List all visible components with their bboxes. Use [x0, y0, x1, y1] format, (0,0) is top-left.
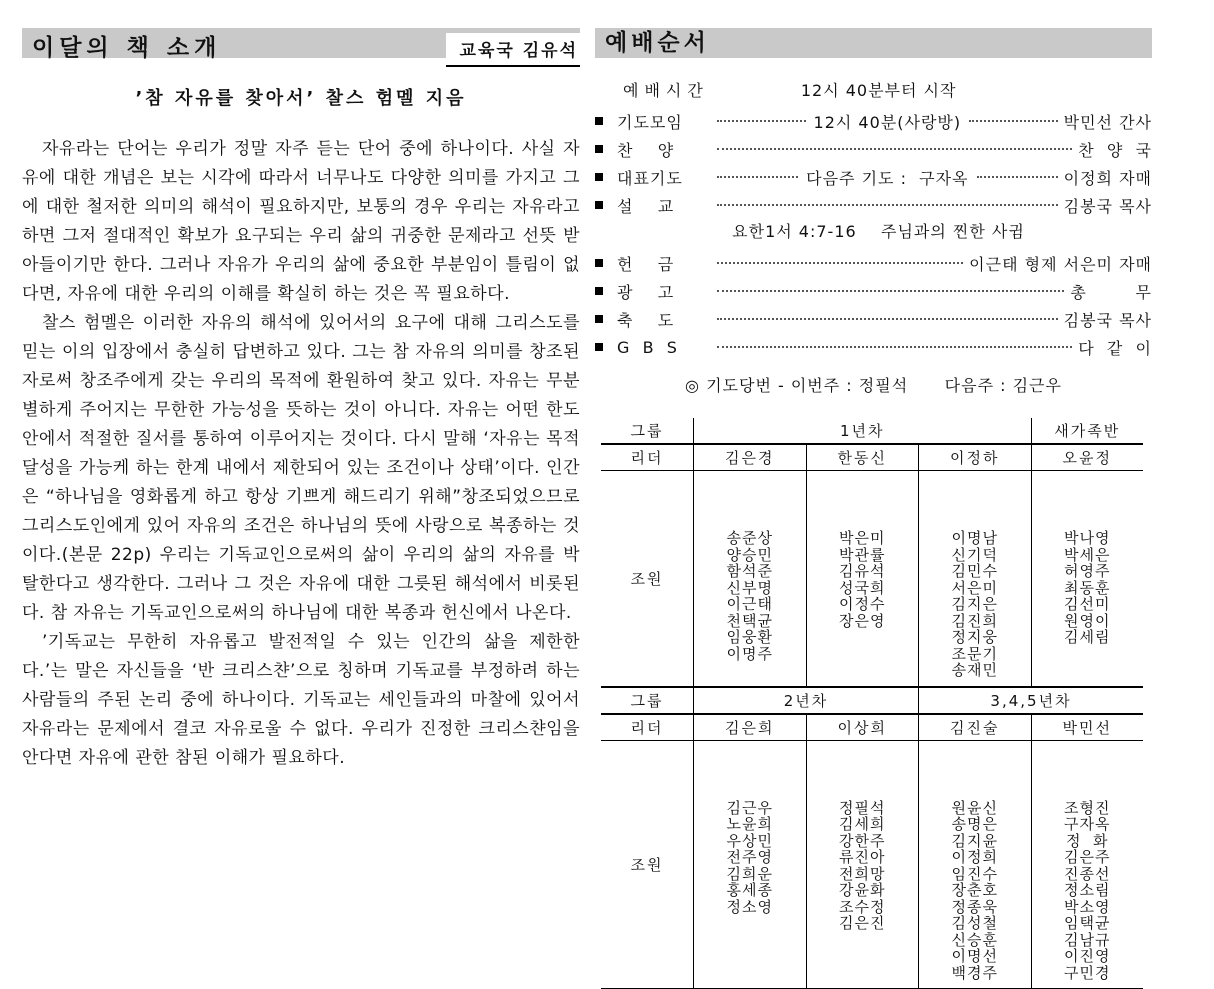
leader-name: 오윤정 — [1031, 445, 1144, 470]
member-name: 김은진 — [809, 915, 917, 932]
leader-name: 김은경 — [693, 445, 806, 470]
worship-entry — [595, 277, 1152, 305]
member-name: 김세희 — [809, 816, 917, 833]
worship-item-row — [595, 135, 1152, 163]
member-list — [1031, 741, 1144, 989]
group-label: 그룹 — [601, 688, 693, 713]
member-name: 정필석 — [809, 800, 917, 817]
member-list — [918, 471, 1031, 686]
year1-span-label: 1년차 — [693, 418, 1031, 443]
member-name: 원윤신 — [921, 800, 1029, 817]
member-name: 김성철 — [921, 915, 1029, 932]
member-name: 장춘호 — [921, 882, 1029, 899]
member-label: 조원 — [601, 741, 693, 989]
table-leader-row-1 — [601, 445, 1143, 471]
member-name: 송명은 — [921, 816, 1029, 833]
book-intro-header — [22, 28, 580, 60]
member-name: 임택균 — [1034, 915, 1142, 932]
worship-entry — [595, 249, 1152, 277]
member-name: 정지웅 — [921, 629, 1029, 646]
worship-entry — [595, 333, 1152, 361]
worship-item-label: G B S — [617, 338, 711, 357]
member-name: 임진수 — [921, 866, 1029, 883]
worship-item-label: 광 고 — [617, 280, 711, 303]
member-name: 이정희 — [921, 849, 1029, 866]
leader-name: 이정하 — [918, 445, 1031, 470]
member-list — [806, 741, 919, 989]
member-name: 강윤화 — [809, 882, 917, 899]
worship-item-row — [595, 163, 1152, 191]
year2-span-label: 2년차 — [693, 688, 918, 713]
worship-item-label: 찬 양 — [617, 138, 711, 161]
member-name: 백경주 — [921, 965, 1029, 982]
leader-label: 리더 — [601, 445, 693, 470]
worship-order-column — [595, 28, 1152, 989]
leader-label: 리더 — [601, 715, 693, 740]
worship-item-center-text: 다음주 기도 : 구자옥 — [804, 166, 970, 189]
dotted-leader — [717, 176, 798, 178]
dotted-leader — [717, 318, 1058, 320]
member-list — [1031, 471, 1144, 686]
worship-entry — [595, 163, 1152, 191]
book-title-line: ’참 자유를 찾아서’ 찰스 험멜 지음 — [22, 84, 580, 110]
member-name: 김세림 — [1034, 629, 1142, 646]
body-paragraph: 찰스 험멜은 이러한 자유의 해석에 있어서의 요구에 대해 그리스도를 믿는 이의 입장에서 충실히 답변하고 있다. 그는 참 자유의 의미를 창조된 자로써 창조주에게 갖는 우리의 목적에 환원하여 찾고 있다. 자유는 무분별하게 주어지는 무한한 가능성을 뜻하는 것이 아니다. 자유는 어떤 한도 안에서 적절한 질서를 통하여 이루어지는 것이다. 다시 말해 ‘자유는 목적달성을 가능케 하는 한계 내에서 제한되어 있는 조건이나 상태’이다. 인간은 “하나님을 영화롭게 하고 항상 기쁘게 해드리기 위해”창조되었으므로 그리스도인에게 있어 자유의 조건은 하나님의 뜻에 사랑으로 복종하는 것이다.(본문 22p) 우리는 기독교인으로써의 삶이 우리의 삶의 자유를 박탈한다고 생각한다. 그러나 그 것은 자유에 대한 그릇된 해석에서 비롯된다. 참 자유는 기독교인으로써의 하나님에 대한 복종과 헌신에서 나온다. — [22, 309, 580, 628]
square-bullet-icon — [595, 287, 603, 295]
member-name: 김은주 — [1034, 849, 1142, 866]
service-time-row — [623, 78, 1152, 101]
dotted-leader — [969, 120, 1058, 122]
body-paragraph: 자유라는 단어는 우리가 정말 자주 듣는 단어 중에 하나이다. 사실 자유에 대한 개념은 보는 시각에 따라서 너무나도 다양한 의미를 가지고 그에 대한 철저한 의미의 해석이 필요하지만, 보통의 경우 우리는 자유라고 하면 그저 절대적인 확보가 요구되는 우리 삶의 귀중한 문제라고 선뜻 받아들이기만 한다. 그러나 자유가 우리의 삶에 중요한 부분임이 틀림이 없다면, 자유에 대한 우리의 이해를 확실히 하는 것은 꼭 필요하다. — [22, 135, 580, 309]
book-intro-body — [22, 135, 580, 773]
leader-name: 김은희 — [693, 715, 806, 740]
member-name: 조수정 — [809, 899, 917, 916]
member-name: 정종욱 — [921, 899, 1029, 916]
square-bullet-icon — [595, 173, 603, 181]
member-name: 정소영 — [696, 899, 804, 916]
member-name: 김남규 — [1034, 932, 1142, 949]
worship-item-list — [595, 107, 1152, 361]
worship-item-row — [595, 191, 1152, 219]
member-name: 박관률 — [809, 547, 917, 564]
member-name: 이근태 — [696, 596, 804, 613]
member-name: 김유석 — [809, 563, 917, 580]
body-paragraph: ’기독교는 무한히 자유롭고 발전적일 수 있는 인간의 삶을 제한한다.’는 말은 자신들을 ‘반 크리스챤’으로 칭하며 기독교를 부정하려 하는 사람들의 주된 논리 중에 하나이다. 기독교는 세인들과의 마찰에 있어서 자유라는 문제에서 결코 자유로울 수 없다. 우리가 진정한 크리스챤임을 안다면 자유에 관한 참된 이해가 필요하다. — [22, 628, 580, 773]
member-name: 정소림 — [1034, 882, 1142, 899]
member-name: 이정수 — [809, 596, 917, 613]
member-name: 서은미 — [921, 580, 1029, 597]
square-bullet-icon — [595, 117, 603, 125]
member-name: 이진영 — [1034, 948, 1142, 965]
worship-item-assignee: 김봉국 목사 — [1064, 194, 1152, 217]
book-intro-byline: 교육국 김유석 — [446, 33, 580, 67]
member-name: 김근우 — [696, 800, 804, 817]
member-name: 장은영 — [809, 613, 917, 630]
member-name: 김진희 — [921, 613, 1029, 630]
worship-item-label: 대표기도 — [617, 166, 711, 189]
worship-item-assignee: 이근태 형제 서은미 자매 — [969, 252, 1152, 275]
member-name: 박은미 — [809, 530, 917, 547]
member-name: 김지윤 — [921, 833, 1029, 850]
square-bullet-icon — [595, 201, 603, 209]
square-bullet-icon — [595, 145, 603, 153]
worship-entry — [595, 191, 1152, 249]
leader-name: 박민선 — [1031, 715, 1144, 740]
worship-item-label: 기도모임 — [617, 110, 711, 133]
member-name: 박소영 — [1034, 899, 1142, 916]
worship-item-row — [595, 305, 1152, 333]
group-label: 그룹 — [601, 418, 693, 443]
worship-item-label: 설 교 — [617, 194, 711, 217]
square-bullet-icon — [595, 315, 603, 323]
prayer-duty-line: ◎ 기도당번 - 이번주 : 정필석 다음주 : 김근우 — [595, 373, 1152, 396]
member-name: 성국희 — [809, 580, 917, 597]
member-list — [693, 741, 806, 989]
dotted-leader — [717, 346, 1072, 348]
worship-item-row — [595, 249, 1152, 277]
member-name: 류진아 — [809, 849, 917, 866]
worship-item-row — [595, 277, 1152, 305]
worship-entry — [595, 305, 1152, 333]
member-name: 전희망 — [809, 866, 917, 883]
worship-item-row — [595, 333, 1152, 361]
worship-order-header — [595, 28, 1152, 58]
service-time-value: 12시 40분부터 시작 — [801, 78, 957, 101]
member-name: 구자옥 — [1034, 816, 1142, 833]
worship-item-label: 헌 금 — [617, 252, 711, 275]
member-name: 송재민 — [921, 662, 1029, 679]
member-name: 조문기 — [921, 646, 1029, 663]
member-name: 양승민 — [696, 547, 804, 564]
worship-entry — [595, 107, 1152, 135]
leader-name: 한동신 — [806, 445, 919, 470]
worship-item-assignee: 찬 양 국 — [1078, 138, 1152, 161]
member-name: 전주영 — [696, 849, 804, 866]
worship-item-center-text: 12시 40분(사랑방) — [812, 110, 964, 133]
leader-name: 이상희 — [806, 715, 919, 740]
worship-item-assignee: 박민선 간사 — [1064, 110, 1152, 133]
leader-name: 김진술 — [918, 715, 1031, 740]
member-name: 천택균 — [696, 613, 804, 630]
member-name: 우상민 — [696, 833, 804, 850]
member-name: 신부명 — [696, 580, 804, 597]
table-header-row-1 — [601, 418, 1143, 445]
member-name: 박나영 — [1034, 530, 1142, 547]
service-time-label: 예배시간 — [623, 78, 709, 101]
member-name: 김희운 — [696, 866, 804, 883]
dotted-leader — [717, 148, 1072, 150]
dotted-leader — [717, 262, 963, 264]
member-name: 신승훈 — [921, 932, 1029, 949]
member-list — [806, 471, 919, 686]
year345-span-label: 3,4,5년차 — [918, 688, 1143, 713]
book-intro-column — [22, 28, 580, 773]
member-name: 김지은 — [921, 596, 1029, 613]
dotted-leader — [717, 204, 1058, 206]
member-name: 함석준 — [696, 563, 804, 580]
member-name: 강한주 — [809, 833, 917, 850]
worship-item-assignee: 다 같 이 — [1078, 336, 1152, 359]
member-name: 진종선 — [1034, 866, 1142, 883]
member-name: 이명선 — [921, 948, 1029, 965]
worship-item-row — [595, 107, 1152, 135]
member-name: 최동훈 — [1034, 580, 1142, 597]
member-name: 김민수 — [921, 563, 1029, 580]
book-intro-title: 이달의 책 소개 — [32, 29, 221, 62]
dotted-leader — [717, 120, 806, 122]
member-list — [693, 471, 806, 686]
worship-entry — [595, 135, 1152, 163]
member-name: 송준상 — [696, 530, 804, 547]
group-roster-table — [601, 418, 1143, 989]
worship-order-title: 예배순서 — [595, 28, 1152, 58]
table-header-row-2 — [601, 688, 1143, 715]
member-name: 조형진 — [1034, 800, 1142, 817]
sermon-scripture-line: 요한1서 4:7-16 주님과의 찐한 사귐 — [605, 219, 1152, 249]
square-bullet-icon — [595, 343, 603, 351]
worship-item-assignee: 총 무 — [1070, 280, 1152, 303]
table-member-row-2 — [601, 741, 1143, 989]
table-member-row-1 — [601, 471, 1143, 688]
member-list — [918, 741, 1031, 989]
member-name: 이명남 — [921, 530, 1029, 547]
member-name: 김선미 — [1034, 596, 1142, 613]
member-name: 구민경 — [1034, 965, 1142, 982]
dotted-leader — [977, 176, 1058, 178]
member-name: 임웅환 — [696, 629, 804, 646]
worship-item-assignee: 김봉국 목사 — [1064, 308, 1152, 331]
newcomer-span-label: 새가족반 — [1031, 418, 1144, 443]
worship-item-label: 축 도 — [617, 308, 711, 331]
dotted-leader — [717, 290, 1064, 292]
member-name: 이명주 — [696, 646, 804, 663]
member-name: 노윤희 — [696, 816, 804, 833]
member-name: 신기덕 — [921, 547, 1029, 564]
member-name: 허영주 — [1034, 563, 1142, 580]
member-label: 조원 — [601, 471, 693, 686]
member-name: 원영이 — [1034, 613, 1142, 630]
member-name: 홍세종 — [696, 882, 804, 899]
worship-item-assignee: 이정희 자매 — [1064, 166, 1152, 189]
member-name: 정 화 — [1034, 833, 1142, 850]
member-name: 박세은 — [1034, 547, 1142, 564]
square-bullet-icon — [595, 259, 603, 267]
table-leader-row-2 — [601, 715, 1143, 741]
